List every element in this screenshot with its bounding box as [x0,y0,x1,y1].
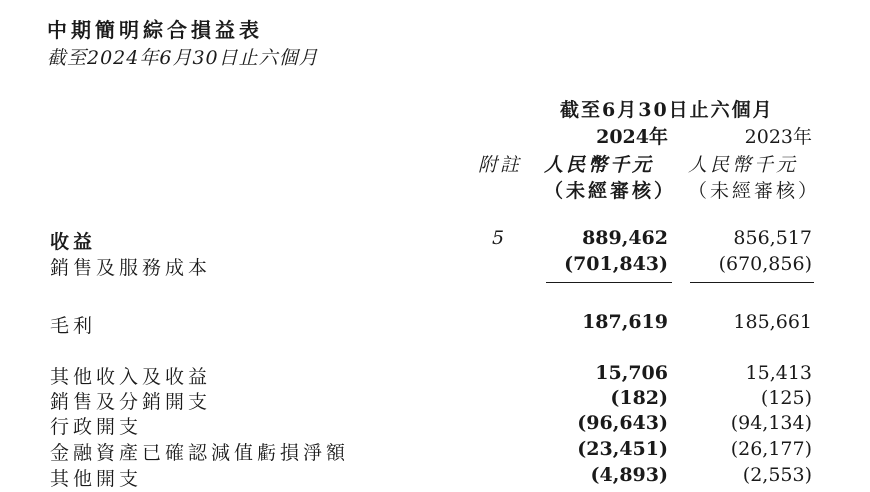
row-value-prior: (2,553) [742,464,812,486]
row-label: 毛利 [50,315,97,337]
row-value-prior: 185,661 [733,311,812,333]
row-label: 銷售及服務成本 [50,257,212,279]
prior-currency-header: 人民幣千元 [688,154,799,176]
row-value-current: (182) [610,387,668,409]
row-value-prior: (26,177) [730,438,812,460]
row-label: 金融資產已確認減值虧損淨額 [50,442,350,464]
subtotal-rule-current [546,282,672,283]
table-row-selling-expenses [0,387,870,411]
row-value-current: (4,893) [590,464,668,486]
row-label: 銷售及分銷開支 [50,391,212,413]
table-row-cost-of-sales [0,253,870,277]
current-currency-header: 人民幣千元 [544,154,655,176]
row-value-prior: (94,134) [730,412,812,434]
row-label: 其他開支 [50,468,143,490]
current-year-header: 2024年 [596,126,668,148]
row-note: 5 [492,227,505,249]
row-value-prior: 856,517 [733,227,812,249]
row-value-current: (23,451) [577,438,668,460]
statement-subtitle: 截至2024年6月30日止六個月 [47,47,319,69]
statement-title: 中期簡明綜合損益表 [47,18,263,42]
period-header: 截至6月30日止六個月 [560,99,774,121]
subtotal-rule-prior [690,282,814,283]
table-row-impairment-losses [0,438,870,462]
row-value-current: 889,462 [582,227,668,249]
row-value-current: 15,706 [595,362,668,384]
row-label: 其他收入及收益 [50,366,212,388]
row-value-current: 187,619 [582,311,668,333]
row-value-prior: 15,413 [745,362,812,384]
row-value-prior: (125) [760,387,812,409]
row-label: 收益 [50,231,97,253]
row-value-current: (96,643) [577,412,668,434]
table-row-other-expenses [0,464,870,488]
table-row-other-income [0,362,870,386]
note-column-header: 附註 [478,154,523,176]
current-audit-header: （未經審核） [544,180,677,202]
row-value-prior: (670,856) [718,253,812,275]
table-row-revenue [0,227,870,251]
table-row-gross-profit [0,311,870,335]
row-value-current: (701,843) [564,253,668,275]
prior-year-header: 2023年 [744,126,812,148]
row-label: 行政開支 [50,416,143,438]
prior-audit-header: （未經審核） [688,180,821,202]
table-row-admin-expenses [0,412,870,436]
